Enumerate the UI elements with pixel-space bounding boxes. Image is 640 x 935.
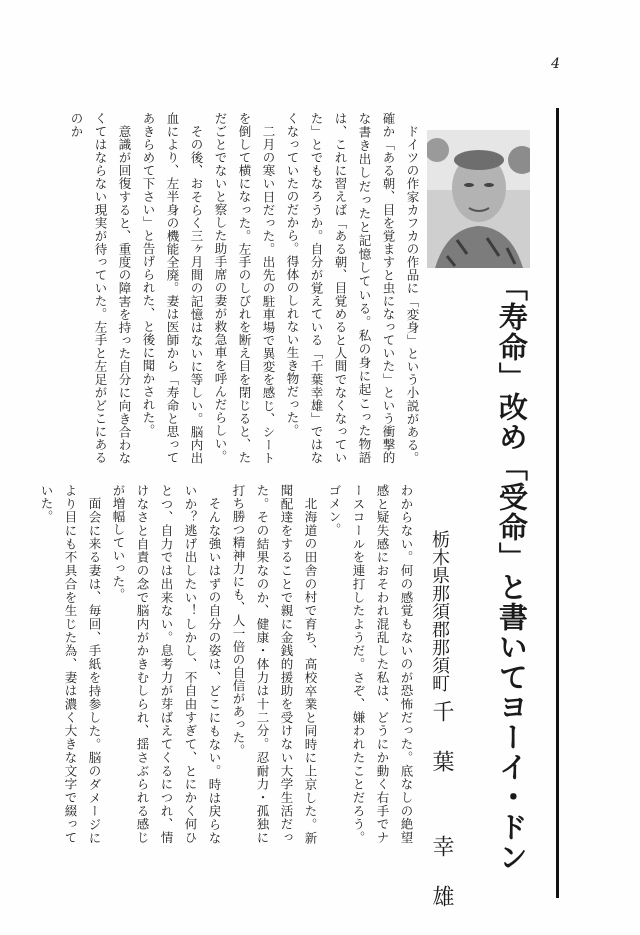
body-text-upper <box>69 112 424 464</box>
paragraph: わからない。何の感覚もないのが恐怖だった。底なしの絶望感と疑失感におそわれ混乱した私は、どうにか動く右手でナースコールを連打したようだ。さぞ、嫌われたことだろう。ゴメン。 <box>327 484 414 844</box>
paragraph: 意識が回復すると、重度の障害を持った自分に向き合わなくてはならない現実が待っていた。左手と左足がどこにあるのか <box>69 112 132 464</box>
author-portrait-photo <box>427 130 530 268</box>
article-title: 「寿命」改め「受命」と書いてヨーイ・ドン <box>494 272 529 872</box>
paragraph: 二月の寒い日だった。出先の駐車場で異変を感じ、シートを倒して横になった。左手のしびれを断え目を閉じると、ただごとでないと察した助手席の妻が救急車を呼んだらしい。 <box>213 112 276 464</box>
paragraph: ドイツの作家カフカの作品に「変身」という小説がある。確か「ある朝、目を覚ますと虫になっていた」という衝撃的な書き出しだったと記憶している。私の身に起こった物語は、これに習えば「ある朝、目覚めると人間でなくなっていた」とでもなろうか。自分が覚えている「千葉幸雄」ではなくなっていたのだから。得体のしれない生き物だった。 <box>285 112 420 464</box>
author-address: 栃木県那須郡那須町 <box>429 530 450 692</box>
author-name: 千葉 幸雄 <box>429 700 454 935</box>
paragraph: そんな強いはずの自分の姿は、どこにもない。時は戻らないか？逃げ出したい！しかし、不自由すぎて、とにかく何ひとつ、自力では出来ない。息考力が芽ばえてくるにつれ、情けなさと自責の念で脳内がかきむしられ、揺さぶられる感じが増幅していった。 <box>111 484 222 845</box>
paragraph: その後、おそらく三ヶ月間の記憶はないに等しい。脳内出血により、左半身の機能全廃。妻は医師から「寿命と思ってあきらめて下さい」と告げられた、と後に聞かされた。 <box>141 112 204 464</box>
paragraph: 北海道の田舎の村で育ち、高校卒業と同時に上京した。新聞配達をすることで親に金銭的援助を受けない大学生活だった。その結果なのか、健康・体力は十二分。忍耐力・孤独に打ち勝つ精神力にも、人一倍の自信があった。 <box>231 484 318 844</box>
title-rule <box>556 108 559 898</box>
body-text-lower <box>39 484 418 845</box>
page-number: 4 <box>551 56 560 72</box>
paragraph: 面会に来る妻は、毎回、手紙を持参した。脳のダメージにより目にも不具合を生じた為、妻は濃く大きな文字で綴っていた。 <box>39 484 102 844</box>
